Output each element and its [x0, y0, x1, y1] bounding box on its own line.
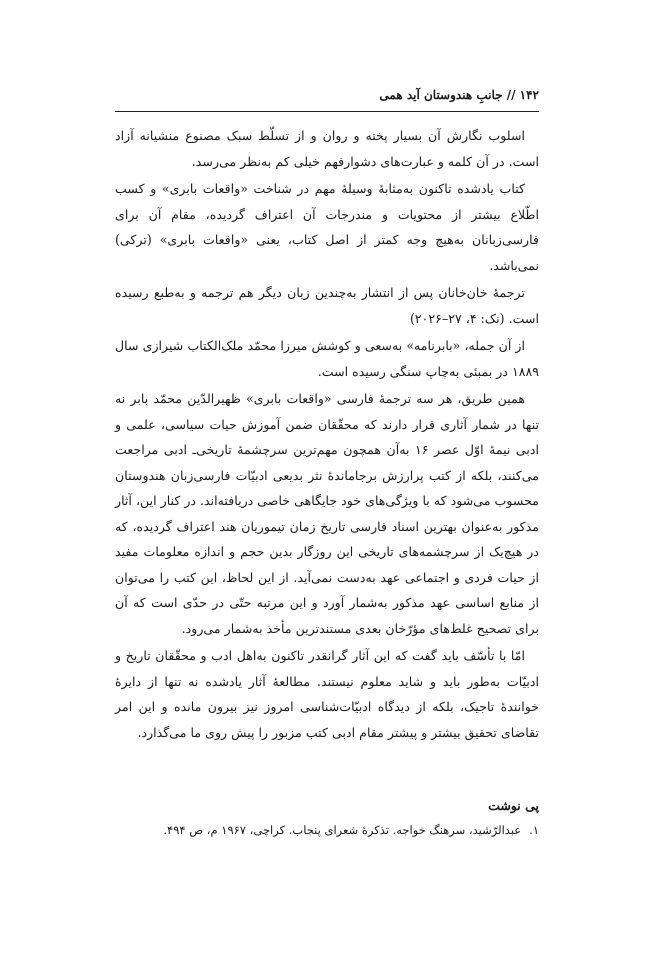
notes-heading: پی نوشت [488, 798, 539, 813]
paragraph: ترجمهٔ خان‌خانان پس از انتشار به‌چندین زبان دیگر هم ترجمه و به‌طبع رسیده است. (نک: ۴، ۲۷–۲۰۲۶) [115, 285, 539, 326]
footnote-number: ۱. [529, 823, 539, 837]
header-rule [115, 111, 539, 112]
paragraph: اسلوب نگارش آن بسیار پخته و روان و از تسلّط سبک مصنوع منشیانه آزاد است. در آن کلمه و عبارت‌های دشوارفهم خیلی کم به‌نظر می‌رسد. [115, 128, 539, 169]
footnote-item [115, 820, 539, 840]
body-text [115, 123, 539, 747]
footnote-text: عبدالرّشید، سرهنگ خواجه. تذکرهٔ شعرای پنجاب. کراچی، ۱۹۶۷ م، ص ۴۹۴. [163, 823, 522, 837]
paragraph: همین طریق، هر سه ترجمهٔ فارسی «واقعات بابری» ظهیرالدّین محمّد بابر نه تنها در شمار آثاری قرار دارند که محقّقان ضمن آموزش حیات سیاسی، علمی و ادبی نیمهٔ اوّل عصر ۱۶ به‌آن همچون مهم‌ترین سرچشمهٔ تاریخی‌ـ ادبی مراجعت می‌کنند، بلکه از کتب پرارزش برجاماندهٔ نثر بدیعی ادبیّات فارسی‌زبان هندوستان محسوب می‌شود که با ویژگی‌های خود جایگاهی خاصی دریافته‌اند. در کنار این، آثار مذکور به‌عنوان بهترین اسناد فارسی تاریخ زمان تیموریان هند اعتراف گردیده، که در هیچ‌یک از سرچشمه‌های تاریخی این روزگار بدین حجم و اندازه معلومات مفید از حیات فردی و اجتماعی عهد به‌دست نمی‌آید. از این لحاظ، این کتب را می‌توان از منابع اساسی عهد مذکور به‌شمار آورد و این مرتبه حتّی در حدّی است که آن برای تصحیح غلط‌های مؤرّخان بعدی مستندترین مأخذ به‌شمار می‌رود. [115, 391, 539, 636]
running-title: ۱۴۲ // جانبِ هندوستان آید همی [379, 88, 539, 102]
paragraph: از آن جمله، «بابرنامه» به‌سعی و کوشش میرزا محمّد ملک‌الکتاب شیرازی سال ۱۸۸۹ در بمبئی به‌چاپ سنگی رسیده است. [115, 338, 539, 379]
paragraph: کتاب یادشده تاکنون به‌مثابهٔ وسیلهٔ مهم در شناخت «واقعات بابری» و کسب اطّلاع بیشتر از محتویات و مندرجات آن اعتراف گردیده، مقام آن برای فارسی‌زبانان به‌هیچ وجه کمتر از اصل کتاب، یعنی «واقعات بابری» (ترکی) نمی‌باشد. [115, 181, 539, 273]
paragraph: امّا با تأسّف باید گفت که این آثار گرانقدر تاکنون به‌اهل ادب و محقّقان تاریخ و ادبیّات به‌طور باید و شاید معلوم نیستند. مطالعهٔ آثار یادشده نه تنها از دایرهٔ خوانندهٔ تاجیک، بلکه از دیدگاه ادبیّات‌شناسی امروز نیز بیرون مانده و این امر تقاضای تحقیق بیشتر و پیشتر مقام ادبی کتب مزبور را پیش روی ما می‌گذارد. [115, 648, 539, 740]
running-header [115, 85, 539, 105]
